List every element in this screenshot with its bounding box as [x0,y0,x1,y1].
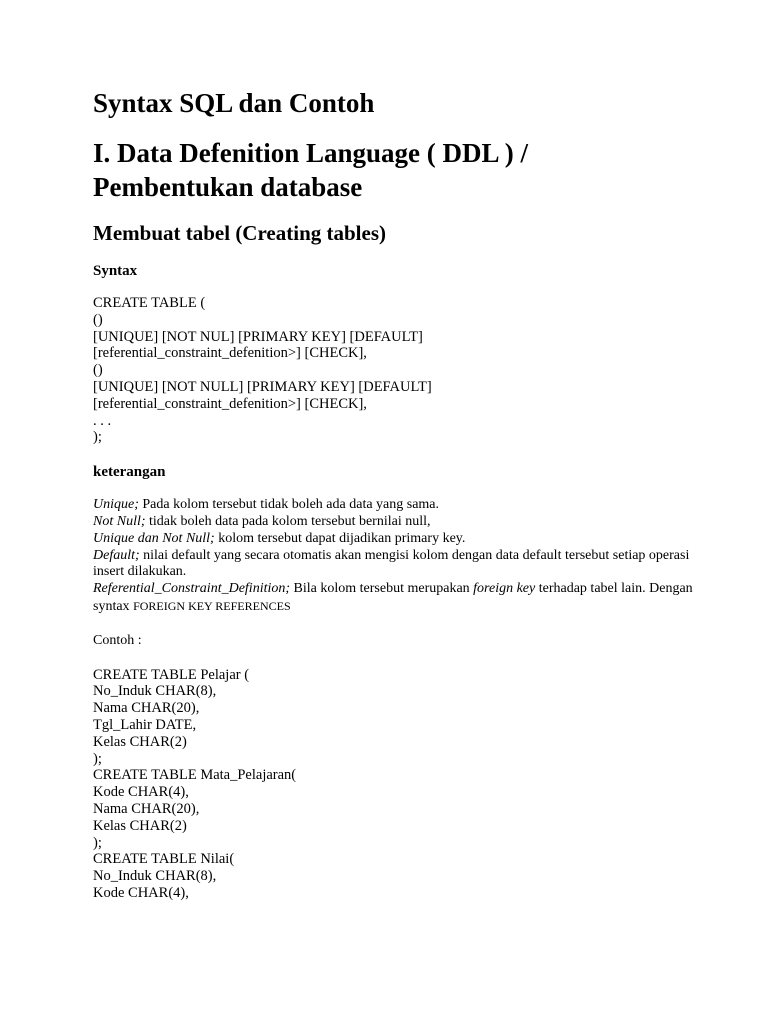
code-line: [UNIQUE] [NOT NULL] [PRIMARY KEY] [DEFAULT] [93,378,432,395]
keterangan-heading: keterangan [93,464,166,481]
code-line: Kode CHAR(4), [93,884,189,901]
code-line: CREATE TABLE Mata_Pelajaran( [93,767,297,784]
code-line: No_Induk CHAR(8), [93,683,217,700]
code-line: Nama CHAR(20), [93,800,200,817]
code-line: Tgl_Lahir DATE, [93,716,197,733]
document-page [93,86,693,902]
note-term: Not Null; [93,513,146,529]
code-line: ); [93,834,102,851]
note-not-null [93,514,693,531]
note-text: Bila kolom tersebut merupakan [290,581,474,597]
note-text: tidak boleh data pada kolom tersebut bernilai null, [145,513,431,529]
example-code-block [93,667,693,902]
note-unique-not-null [93,531,693,548]
note-foreign-key: foreign key [473,581,536,597]
note-term: Unique; [93,497,139,513]
code-line: () [93,311,103,328]
code-line: Nama CHAR(20), [93,700,200,717]
code-line: Kelas CHAR(2) [93,817,187,834]
syntax-heading: Syntax [93,263,138,279]
contoh-label: Contoh : [93,632,142,648]
note-text: Pada kolom tersebut tidak boleh ada data yang sama. [138,497,440,513]
note-unique [93,497,693,514]
code-line: ); [93,429,102,446]
code-line: CREATE TABLE Nilai( [93,851,235,868]
note-term: Default; [93,547,140,563]
document-title: Syntax SQL dan Contoh [93,88,375,118]
code-line: [UNIQUE] [NOT NUL] [PRIMARY KEY] [DEFAULT] [93,328,423,345]
note-text: kolom tersebut dapat dijadikan primary key. [214,530,466,546]
note-referential [93,581,693,616]
syntax-code-block [93,295,693,446]
code-line: [referential_constraint_defenition>] [CHECK], [93,345,367,362]
code-line: Kode CHAR(4), [93,784,189,801]
code-line: No_Induk CHAR(8), [93,868,217,885]
note-term: Referential_Constraint_Definition; [93,581,291,597]
code-line: CREATE TABLE Pelajar ( [93,666,250,683]
code-line: CREATE TABLE ( [93,295,206,311]
note-keyword: FOREIGN KEY REFERENCES [133,598,291,613]
code-line: Kelas CHAR(2) [93,733,187,750]
note-term: Unique dan Not Null; [93,530,215,546]
section-title: I. Data Defenition Language ( DDL ) / Pembentukan database [93,138,529,202]
note-default [93,548,693,582]
note-text: nilai default yang secara otomatis akan mengisi kolom dengan data default tersebut setiap operasi insert dilakukan. [93,547,690,580]
note-text: terhadap tabel lain. Dengan syntax [93,581,693,614]
subsection-title: Membuat tabel (Creating tables) [93,221,386,245]
code-line: . . . [93,412,112,429]
notes-block [93,497,693,616]
code-line: [referential_constraint_defenition>] [CHECK], [93,395,367,412]
code-line: ); [93,750,102,767]
code-line: () [93,362,103,379]
